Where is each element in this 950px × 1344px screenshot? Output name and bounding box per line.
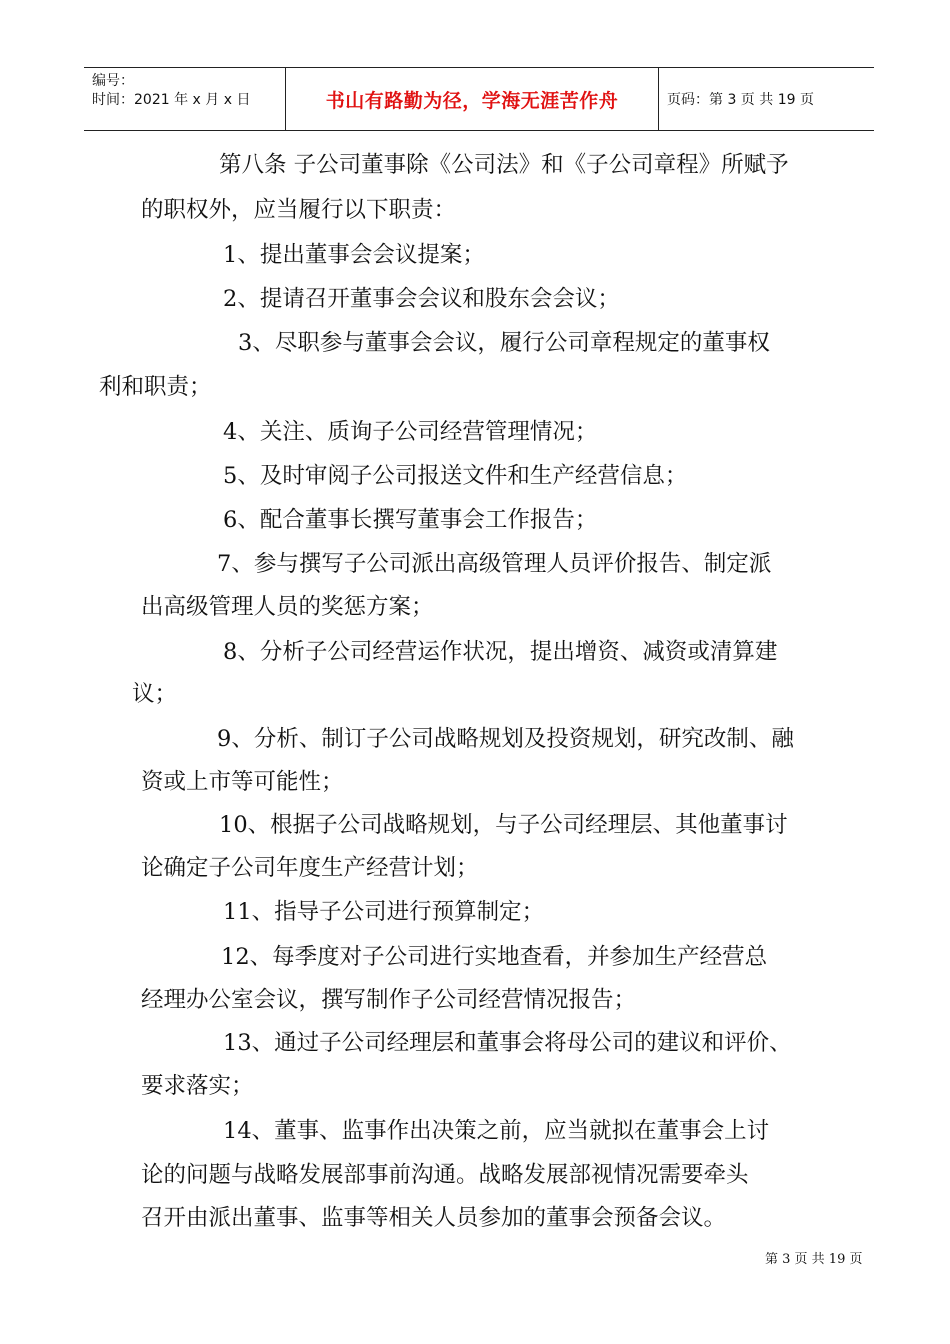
list-item-continuation: 利和职责；	[99, 374, 212, 400]
header-motto: 书山有路勤为径，学海无涯苦作舟	[325, 89, 619, 112]
list-item-continuation: 论确定子公司年度生产经营计划；	[141, 855, 479, 881]
list-item: 3、尽职参与董事会会议，履行公司章程规定的董事权	[238, 330, 770, 356]
paragraph-line: 的职权外，应当履行以下职责：	[141, 197, 457, 223]
list-item: 12、每季度对子公司进行实地查看，并参加生产经营总	[221, 944, 768, 970]
list-item: 7、参与撰写子公司派出高级管理人员评价报告、制定派	[217, 551, 772, 577]
list-item: 6、配合董事长撰写董事会工作报告；	[223, 507, 598, 533]
list-item: 4、关注、质询子公司经营管理情况；	[223, 419, 598, 445]
list-item-continuation: 资或上市等可能性；	[141, 769, 344, 795]
list-item-continuation: 出高级管理人员的奖惩方案；	[141, 594, 434, 620]
header-meta	[84, 68, 286, 130]
document-date-label: 时间：2021 年 x 月 x 日	[92, 92, 251, 108]
list-item: 8、分析子公司经营运作状况，提出增资、减资或清算建	[223, 639, 778, 665]
document-number-label: 编号：	[92, 73, 134, 89]
list-item-continuation: 召开由派出董事、监事等相关人员参加的董事会预备会议。	[141, 1205, 727, 1231]
list-item-continuation: 要求落实；	[141, 1073, 254, 1099]
page-header	[84, 67, 874, 131]
paragraph-line: 第八条 子公司董事除《公司法》和《子公司章程》所赋予	[219, 152, 789, 178]
page-footer: 第 3 页 共 19 页	[765, 1252, 863, 1267]
header-page-number: 页码：第 3 页 共 19 页	[667, 92, 814, 108]
list-item-continuation: 经理办公室会议，撰写制作子公司经营情况报告；	[141, 987, 637, 1013]
header-motto-cell	[286, 68, 659, 130]
list-item-continuation: 议；	[132, 681, 178, 707]
list-item: 14、董事、监事作出决策之前，应当就拟在董事会上讨	[223, 1118, 770, 1144]
list-item: 2、提请召开董事会会议和股东会会议；	[223, 286, 620, 312]
header-page-cell	[659, 68, 874, 130]
list-item: 9、分析、制订子公司战略规划及投资规划，研究改制、融	[217, 726, 794, 752]
list-item: 10、根据子公司战略规划，与子公司经理层、其他董事讨	[219, 812, 788, 838]
list-item: 1、提出董事会会议提案；	[223, 242, 485, 268]
list-item: 11、指导子公司进行预算制定；	[223, 899, 545, 925]
list-item-continuation: 论的问题与战略发展部事前沟通。战略发展部视情况需要牵头	[141, 1162, 749, 1188]
list-item: 13、通过子公司经理层和董事会将母公司的建议和评价、	[223, 1030, 792, 1056]
list-item: 5、及时审阅子公司报送文件和生产经营信息；	[223, 463, 688, 489]
